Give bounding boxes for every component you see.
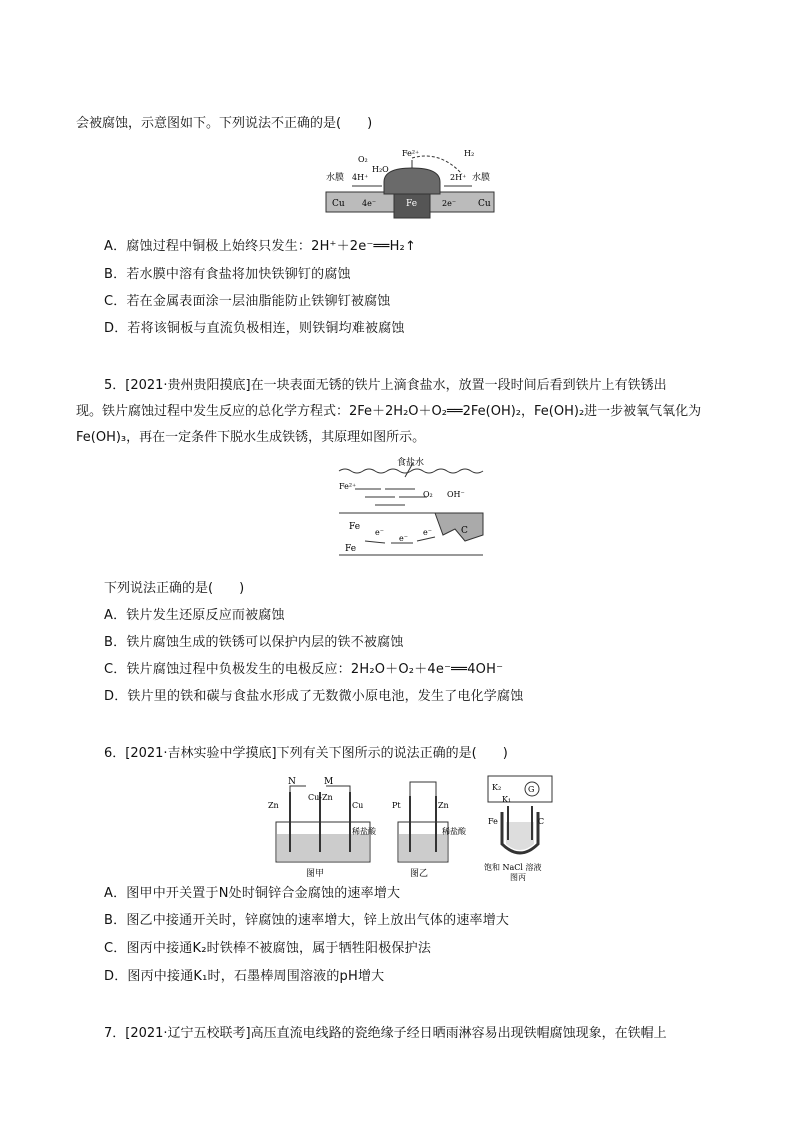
q5-line3: Fe(OH)₃，再在一定条件下脱水生成铁锈，其原理如图所示。	[76, 430, 426, 445]
zn-label: Zn	[268, 801, 279, 810]
c-label: C	[538, 817, 545, 826]
q6-option-b: B．图乙中接通开关时，锌腐蚀的速率增大，锌上放出气体的速率增大	[104, 913, 510, 928]
q6-option-c: C．图丙中接通K₂时铁棒不被腐蚀，属于牺牲阳极保护法	[104, 941, 432, 956]
film-right-label: 水膜	[472, 173, 491, 183]
o2-label: O₂	[358, 155, 368, 164]
m-label: M	[324, 777, 334, 787]
acid-b-label: 稀盐酸	[442, 827, 466, 836]
e3-label: e⁻	[423, 528, 432, 537]
zn2-label: Zn	[438, 801, 449, 810]
q6-option-d: D．图丙中接通K₁时，石墨棒周围溶液的pH增大	[104, 969, 385, 984]
q5-prompt: 下列说法正确的是( )	[104, 581, 245, 596]
q5-line1: 5．[2021·贵州贵阳摸底]在一块表面无锈的铁片上滴食盐水，放置一段时间后看到铁片上有铁锈出	[104, 378, 667, 393]
option-c: C．若在金属表面涂一层油脂能防止铁铆钉被腐蚀	[104, 294, 391, 309]
cuzn-label: Cu-Zn	[308, 793, 333, 802]
g-label: G	[528, 785, 535, 794]
cu-label: Cu	[352, 801, 364, 810]
k2-label: K₂	[492, 783, 502, 792]
h2o-label: H₂O	[372, 165, 389, 174]
q5-line2: 现。铁片腐蚀过程中发生反应的总化学方程式：2Fe＋2H₂O＋O₂══2Fe(OH)₂，Fe(OH)₂进一步被氧气氧化为	[76, 404, 702, 419]
h4-label: 4H⁺	[352, 173, 369, 182]
n-label: N	[288, 777, 296, 787]
fe-bottom-label: Fe	[345, 544, 357, 554]
o2-label: O₂	[423, 490, 433, 499]
fe-top-label: Fe	[349, 522, 361, 532]
option-b: B．若水膜中溶有食盐将加快铁铆钉的腐蚀	[104, 267, 351, 282]
e1-label: e⁻	[375, 528, 384, 537]
e2-label: e⁻	[399, 534, 408, 543]
fe-label: Fe	[488, 817, 498, 826]
option-d: D．若将该铜板与直流负极相连，则铁铜均难被腐蚀	[104, 321, 405, 336]
rivet-corrosion-figure	[322, 146, 498, 228]
c-label: C	[461, 526, 468, 536]
fe2-label: Fe²⁺	[402, 149, 420, 158]
q5-option-d: D．铁片里的铁和碳与食盐水形成了无数微小原电池，发生了电化学腐蚀	[104, 689, 524, 704]
cu-left-label: Cu	[332, 199, 345, 209]
option-a: A．腐蚀过程中铜极上始终只发生：2H⁺＋2e⁻══H₂↑	[104, 239, 417, 254]
nacl-label: 饱和 NaCl 溶液	[484, 863, 542, 872]
h2plus-label: 2H⁺	[450, 173, 467, 182]
q7-line1: 7．[2021·辽宁五校联考]高压直流电线路的瓷绝缘子经日晒雨淋容易出现铁帽腐蚀现象，在铁帽上	[104, 1026, 667, 1041]
cap-b-label: 图乙	[410, 869, 429, 879]
q5-option-b: B．铁片腐蚀生成的铁锈可以保护内层的铁不被腐蚀	[104, 635, 404, 650]
fe-label: Fe	[406, 199, 418, 209]
cu-right-label: Cu	[478, 199, 491, 209]
q6-option-a: A．图甲中开关置于N处时铜锌合金腐蚀的速率增大	[104, 886, 401, 901]
k1-label: K₁	[502, 795, 512, 804]
iron-rust-figure	[335, 455, 485, 565]
oh-label: OH⁻	[447, 490, 465, 499]
pt-label: Pt	[392, 801, 401, 810]
q5-option-a: A．铁片发生还原反应而被腐蚀	[104, 608, 285, 623]
salt-label: 食盐水	[397, 458, 425, 468]
cap-a-label: 图甲	[306, 869, 325, 879]
fe2-label: Fe²⁺	[339, 482, 357, 491]
three-cells-figure	[266, 772, 566, 882]
e-left-label: 4e⁻	[362, 199, 377, 208]
film-left-label: 水膜	[326, 173, 345, 183]
question-stem: 会被腐蚀，示意图如下。下列说法不正确的是( )	[76, 116, 373, 131]
h2-label: H₂	[464, 149, 475, 158]
cap-c-label: 图丙	[510, 873, 526, 882]
q6-line1: 6．[2021·吉林实验中学摸底]下列有关下图所示的说法正确的是( )	[104, 746, 508, 761]
acid-a-label: 稀盐酸	[352, 827, 376, 836]
q5-option-c: C．铁片腐蚀过程中负极发生的电极反应：2H₂O＋O₂＋4e⁻══4OH⁻	[104, 662, 504, 677]
e-right-label: 2e⁻	[442, 199, 457, 208]
